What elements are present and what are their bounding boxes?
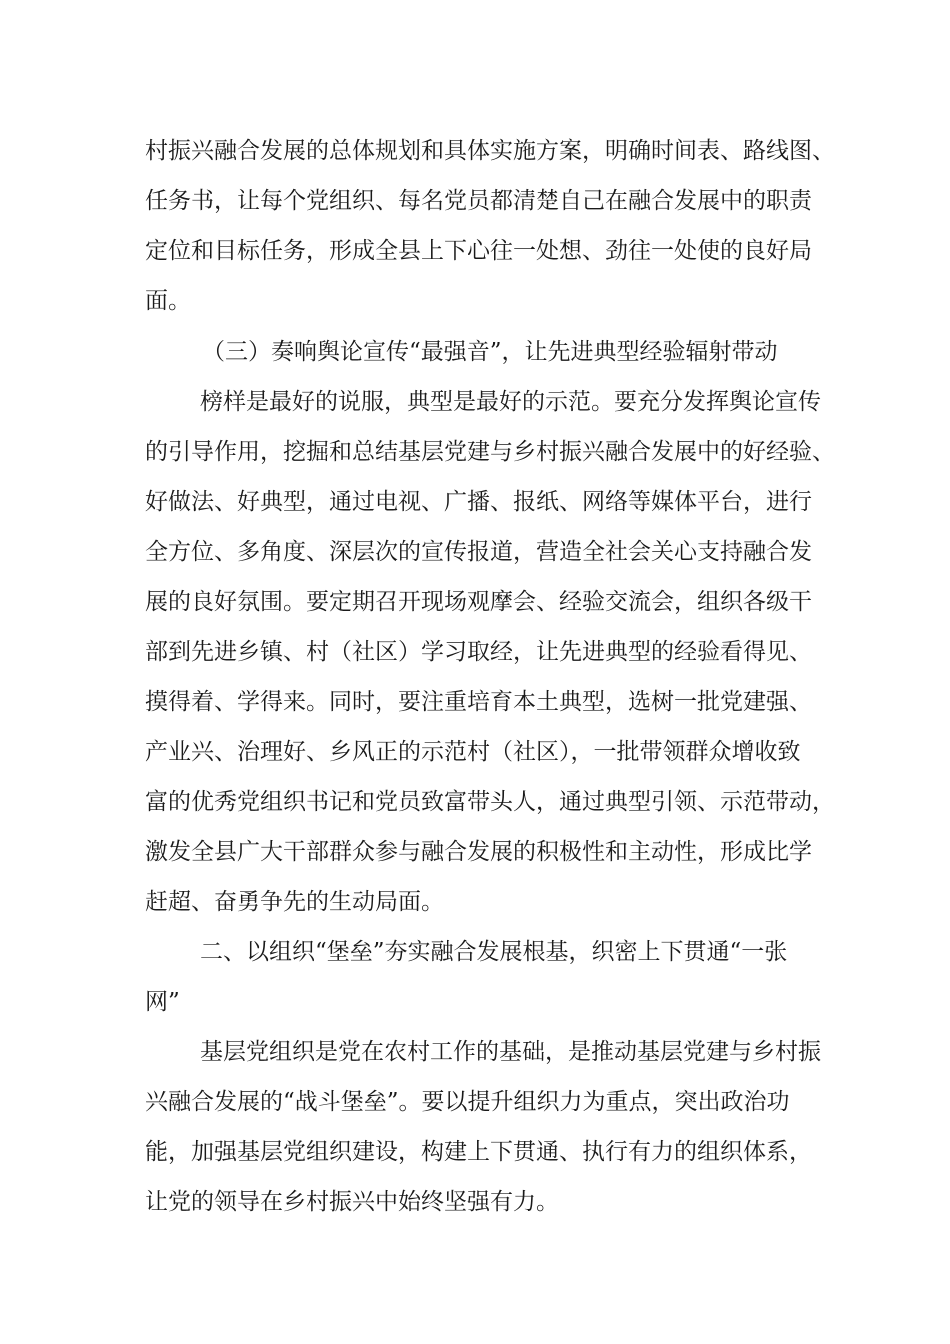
paragraph-line: 的引导作用，挖掘和总结基层党建与乡村振兴融合发展中的好经验、 (145, 439, 835, 465)
section-heading-2-cont: 网” (145, 989, 180, 1015)
section-heading-3: （三）奏响舆论宣传“最强音”，让先进典型经验辐射带动 (202, 339, 778, 365)
paragraph-line: 基层党组织是党在农村工作的基础，是推动基层党建与乡村振 (200, 1039, 821, 1065)
paragraph-line: 赶超、奋勇争先的生动局面。 (145, 889, 444, 915)
paragraph-line: 部到先进乡镇、村（社区）学习取经，让先进典型的经验看得见、 (145, 639, 812, 665)
paragraph-line: 榜样是最好的说服，典型是最好的示范。要充分发挥舆论宣传 (200, 389, 821, 415)
paragraph-line: 摸得着、学得来。同时，要注重培育本土典型，选树一批党建强、 (145, 689, 812, 715)
paragraph-line: 产业兴、治理好、乡风正的示范村（社区），一批带领群众增收致 (145, 739, 801, 765)
paragraph-line: 定位和目标任务，形成全县上下心往一处想、劲往一处使的良好局 (145, 238, 812, 264)
paragraph-line: 展的良好氛围。要定期召开现场观摩会、经验交流会，组织各级干 (145, 589, 812, 615)
paragraph-line: 全方位、多角度、深层次的宣传报道，营造全社会关心支持融合发 (145, 539, 812, 565)
paragraph-line: 激发全县广大干部群众参与融合发展的积极性和主动性，形成比学 (145, 839, 812, 865)
paragraph-line: 好做法、好典型，通过电视、广播、报纸、网络等媒体平台，进行 (145, 489, 812, 515)
section-heading-2: 二、以组织“堡垒”夯实融合发展根基，织密上下贯通“一张 (200, 939, 788, 965)
paragraph-line: 兴融合发展的“战斗堡垒”。要以提升组织力为重点，突出政治功 (145, 1089, 790, 1115)
paragraph-line: 任务书，让每个党组织、每名党员都清楚自己在融合发展中的职责 (145, 188, 812, 214)
paragraph-line: 让党的领导在乡村振兴中始终坚强有力。 (145, 1189, 559, 1215)
paragraph-line: 面。 (145, 288, 191, 314)
paragraph-line: 富的优秀党组织书记和党员致富带头人，通过典型引领、示范带动， (145, 789, 835, 815)
paragraph-line: 村振兴融合发展的总体规划和具体实施方案，明确时间表、路线图、 (145, 138, 835, 164)
paragraph-line: 能，加强基层党组织建设，构建上下贯通、执行有力的组织体系， (145, 1139, 812, 1165)
